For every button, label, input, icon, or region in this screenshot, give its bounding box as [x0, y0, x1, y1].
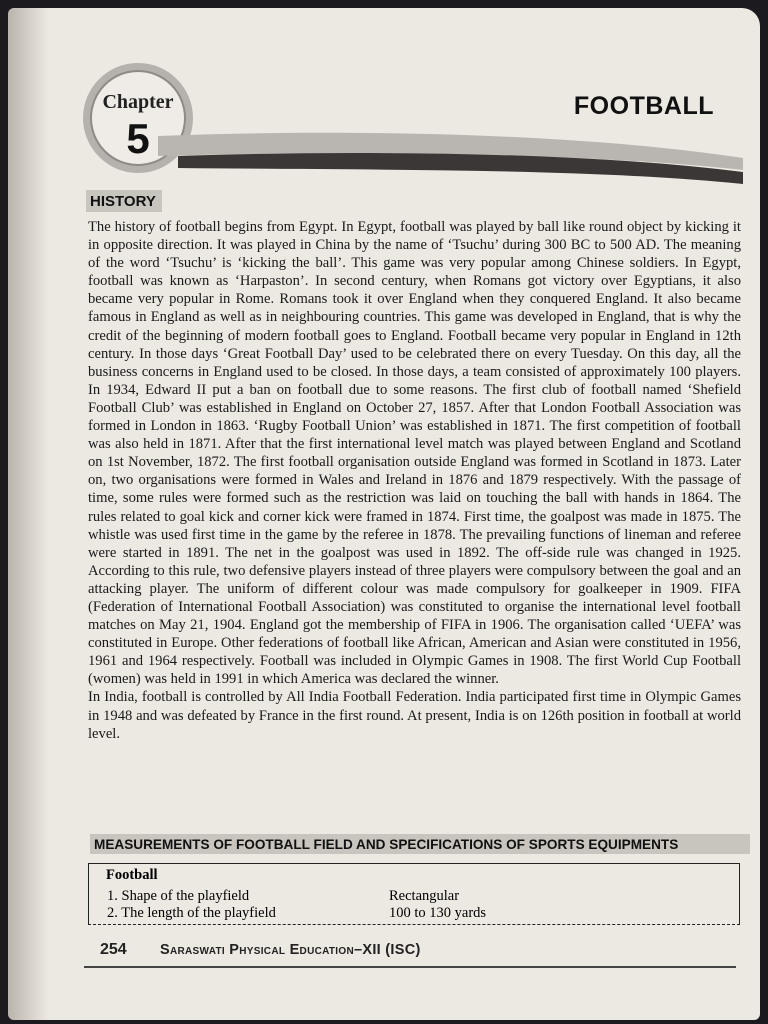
row-label: 1. Shape of the playfield — [107, 888, 250, 904]
row-label: 2. The length of the playfield — [107, 905, 276, 921]
header-swoosh — [158, 128, 743, 188]
table-row — [107, 905, 487, 922]
spine-shadow — [8, 8, 48, 1020]
india-paragraph: In India, football is controlled by All India Football Federation. India participated first time in Olympic Games in 1948 and was defeated by France in the first round. At present, India is on 126th position in football at world level. — [88, 689, 741, 742]
history-heading: HISTORY — [86, 190, 162, 212]
row-value: 100 to 130 yards — [389, 905, 487, 921]
chapter-label: Chapter — [102, 91, 174, 113]
history-paragraph: The history of football begins from Egypt. In Egypt, football was played by ball like round object by kicking it in opposite direction. It was played in China by the name of ‘Tsuchu’ during 300 BC to 500 AD. The meaning of the word ‘Tsuchu’ is ‘kicking the ball’. This game was very popular among Chinese soldiers. In Egypt, football was known as ‘Harpaston’. In second century, when Romans got victory over Egyptians, it also became very popular in Rome. Romans took it over England when they conquered England. It also became famous in England as well as in neighbouring countries. This game was developed in England, that is why the credit of the beginning of modern football goes to England. Football became very popular in England in 12th century. In those days ‘Great Football Day’ used to be celebrated there on every Tuesday. On this day, all the business concerns in England used to be closed. In those days, a team consisted of approximately 100 players. In 1934, Edward II put a ban on football due to some reasons. The first club of football named ‘Shefield Football Club’ was established in England on October 27, 1857. After that London Football Association was formed in London in 1863. ‘Rugby Football Union’ was established in 1871. The first competition of football was also held in 1871. After that the first international level match was played between England and Scotland on 1st November, 1872. The first football organisation outside England was formed in Scotland in 1873. Later on, two organisations were formed in Wales and Ireland in 1876 and 1879 respectively. With the passage of time, some rules were formed such as the restriction was laid on touching the ball with hands in 1864. The rules related to goal kick and corner kick were framed in 1874. First time, the goalpost was made in 1875. The whistle was used first time in the game by the referee in 1878. The prevailing functions of lineman and referee were started in 1891. The net in the goalpost was used in 1892. The off-side rule was changed in 1925. According to this rule, two defensive players instead of three players were compulsory between the goal and an attacking player. The uniform of different colour was made compulsory for goalkeeper in 1909. FIFA (Federation of International Football Association) was constituted to organise the international level football matches on May 21, 1904. England got the membership of FIFA in 1906. The organisation called ‘UEFA’ was constituted in Europe. Other federations of football like African, American and Asian were constituted in 1956, 1961 and 1964 respectively. Football was included in Olympic Games in 1908. The first World Cup Football (women) was held in 1991 in which America was declared the winner. — [88, 219, 741, 688]
chapter-number: 5 — [126, 115, 150, 162]
chapter-title: FOOTBALL — [573, 92, 714, 120]
footer-rule — [84, 966, 736, 968]
table-row — [107, 888, 460, 905]
page-number: 254 — [100, 941, 127, 958]
running-footer-title: Saraswati Physical Education–XII (ISC) — [160, 942, 421, 958]
measurements-heading: MEASUREMENTS OF FOOTBALL FIELD AND SPECIFICATIONS OF SPORTS EQUIPMENTS — [90, 834, 750, 854]
specifications-table — [88, 863, 740, 925]
row-value: Rectangular — [389, 888, 460, 904]
table-title: Football — [106, 867, 158, 883]
history-body — [88, 218, 741, 743]
book-page — [8, 8, 760, 1020]
